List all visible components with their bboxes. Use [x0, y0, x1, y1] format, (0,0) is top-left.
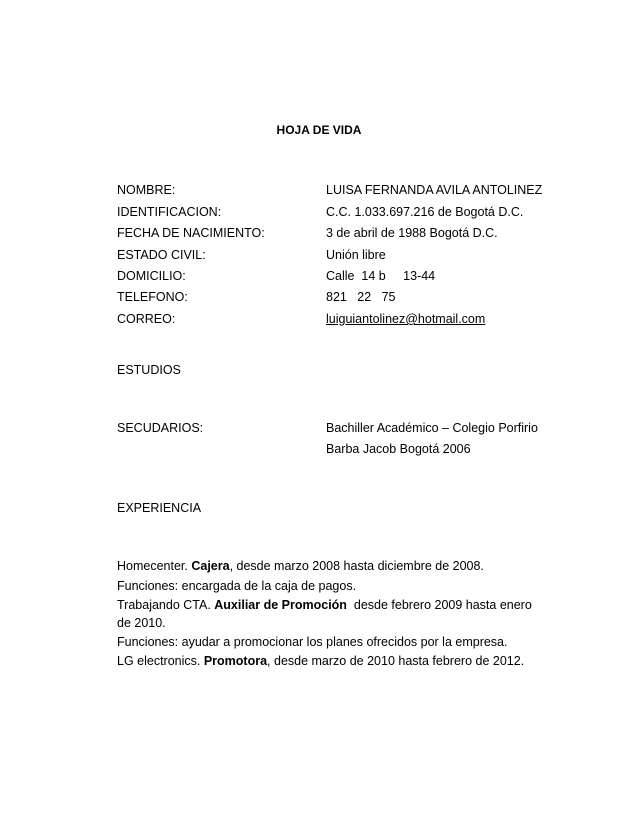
document-title: HOJA DE VIDA [276, 123, 362, 137]
experience-job-2 [117, 596, 547, 632]
info-label: DOMICILIO: [117, 269, 186, 283]
email-link[interactable]: luiguiantolinez@hotmail.com [326, 312, 486, 326]
info-value: LUISA FERNANDA AVILA ANTOLINEZ [326, 183, 543, 197]
job-role: Promotora [203, 654, 268, 668]
info-label: ESTADO CIVIL: [117, 248, 206, 262]
info-label: FECHA DE NACIMIENTO: [117, 226, 265, 240]
info-label: CORREO: [117, 312, 176, 326]
job-period: , desde marzo 2008 hasta diciembre de 2008. [229, 559, 484, 573]
info-value: 3 de abril de 1988 Bogotá D.C. [326, 226, 498, 240]
studies-line-2: Barba Jacob Bogotá 2006 [326, 442, 471, 456]
job-role: Auxiliar de Promoción [214, 598, 347, 612]
job-period: desde febrero 2009 hasta enero de 2010. [117, 598, 536, 630]
job-role: Cajera [191, 559, 230, 573]
job-company: Trabajando CTA. [117, 598, 215, 612]
experience-job-3 [117, 652, 547, 670]
experience-job-1 [117, 557, 547, 575]
info-label: TELEFONO: [117, 290, 188, 304]
job-company: Homecenter. [117, 559, 192, 573]
studies-label: SECUDARIOS: [117, 421, 204, 435]
experience-job-1-functions: Funciones: encargada de la caja de pagos. [117, 579, 357, 593]
job-period: , desde marzo de 2010 hasta febrero de 2012. [267, 654, 525, 668]
info-label: IDENTIFICACION: [117, 205, 222, 219]
info-value: Unión libre [326, 248, 386, 262]
info-value: Calle 14 b 13-44 [326, 269, 436, 283]
info-value: 821 22 75 [326, 290, 396, 304]
studies-line-1: Bachiller Académico – Colegio Porfirio [326, 421, 538, 435]
job-company: LG electronics. [117, 654, 204, 668]
info-value: C.C. 1.033.697.216 de Bogotá D.C. [326, 205, 524, 219]
info-label: NOMBRE: [117, 183, 176, 197]
experience-job-2-functions: Funciones: ayudar a promocionar los planes ofrecidos por la empresa. [117, 635, 508, 649]
experience-heading: EXPERIENCIA [117, 501, 202, 515]
studies-heading: ESTUDIOS [117, 363, 181, 377]
